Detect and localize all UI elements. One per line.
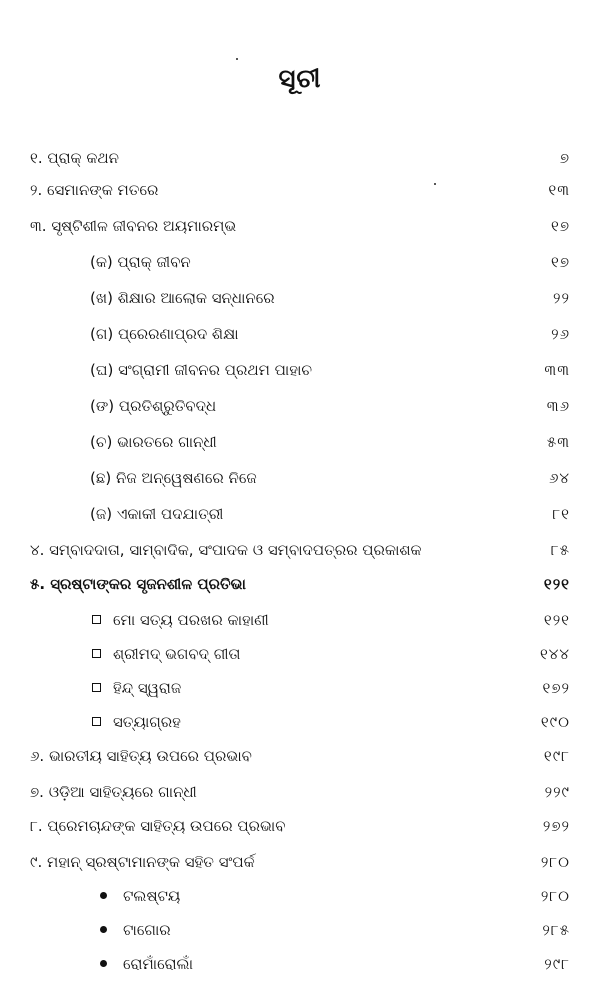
round-bullet-icon: [100, 960, 107, 967]
toc-entry-page: ୧୭: [551, 217, 570, 235]
toc-entry-label: ସତ୍ୟାଗ୍ରହ: [113, 713, 181, 731]
toc-entry-label: ୪. ସମ୍ବାଦଦାତା, ସାମ୍ବାଦିକ, ସଂପାଦକ ଓ ସମ୍ବାଦପତ୍ରର ପ୍ରକାଶକ: [30, 541, 422, 559]
toc-entry: [30, 532, 570, 568]
toc-entry-page: ୨୨: [553, 289, 570, 307]
toc-entry-page: ୨୯୮: [544, 955, 570, 973]
toc-entry-label: (ଚ) ଭାରତରେ ଗାନ୍ଧୀ: [90, 433, 217, 451]
toc-entry-label: ୬. ଭାରତୀୟ ସାହିତ୍ୟ ଉପରେ ପ୍ରଭାବ: [30, 747, 252, 765]
toc-entry: [30, 172, 570, 208]
toc-entry-label: ୨. ସେମାନଙ୍କ ମତରେ: [30, 181, 159, 199]
toc-entry-page: ୧୨୧: [543, 611, 570, 629]
toc-entry: [30, 738, 570, 774]
toc-entry-label: ହିନ୍ଦ୍ ସ୍ୱରାଜ: [113, 679, 182, 697]
toc-entry-page: ୬୪: [548, 469, 570, 487]
toc-entry-page: ୫୩: [546, 433, 570, 451]
toc-entry-label: ୧. ପ୍ରାକ୍ କଥନ: [30, 149, 119, 167]
toc-entry-page: ୧୯୮: [543, 747, 570, 765]
toc-subentry: [100, 946, 570, 982]
toc-subentry: [90, 352, 570, 388]
toc-entry-label: ମୋ ସତ୍ୟ ପରଖର କାହାଣୀ: [113, 611, 269, 629]
toc-subentry: [90, 460, 570, 496]
toc-entry: [30, 208, 570, 244]
toc-entry-page: ୧୪୪: [539, 645, 570, 663]
toc-entry-label: ୭. ଓଡ଼ିଆ ସାହିତ୍ୟରେ ଗାନ୍ଧୀ: [30, 783, 197, 801]
toc-subentry: [90, 424, 570, 460]
toc-entry-page: ୩୩: [544, 361, 570, 379]
square-bullet-icon: [92, 717, 101, 726]
toc-entry-page: ୧୨୧: [543, 575, 570, 593]
toc-subentry: [100, 912, 570, 948]
toc-subentry: [92, 602, 570, 638]
square-bullet-icon: [92, 683, 101, 692]
toc-entry-page: ୨୬: [551, 325, 570, 343]
toc-entry-label: ୯. ମହାନ୍ ସ୍ରଷ୍ଟାମାନଙ୍କ ସହିତ ସଂପର୍କ: [30, 853, 255, 871]
toc-subentry: [100, 878, 570, 914]
toc-entry-page: ୨୮୫: [542, 921, 570, 939]
toc-subentry: [90, 280, 570, 316]
toc-entry: [30, 808, 570, 844]
toc-entry-label: (ଛ) ନିଜ ଅନ୍ୱେଷଣରେ ନିଜେ: [90, 469, 257, 487]
toc-entry-page: ୮୫: [550, 541, 570, 559]
toc-entry: [30, 774, 570, 810]
toc-entry-label: (କ) ପ୍ରାକ୍ ଜୀବନ: [90, 253, 191, 271]
toc-entry-label: ଟାଗୋର: [123, 921, 171, 939]
toc-subentry: [92, 704, 570, 740]
square-bullet-icon: [92, 615, 101, 624]
toc-entry-label: (ଖ) ଶିକ୍ଷାର ଆଲୋକ ସନ୍ଧାନରେ: [90, 289, 275, 307]
toc-entry-page: ୮୧: [552, 505, 570, 523]
toc-entry-label: ଶ୍ରୀମଦ୍ ଭଗବଦ୍ ଗୀତା: [113, 645, 241, 663]
toc-subentry: [90, 496, 570, 532]
toc-entry-page: ୨୮୦: [540, 853, 570, 871]
toc-entry-label: (ଘ) ସଂଗ୍ରାମୀ ଜୀବନର ପ୍ରଥମ ପାହାଚ: [90, 361, 313, 379]
toc-subentry: [92, 670, 570, 706]
toc-entry-label: ୫. ସ୍ରଷ୍ଟାଙ୍କର ସୃଜନଶୀଳ ପ୍ରତିଭା: [30, 575, 246, 593]
toc-entry-page: ୨୮୦: [540, 887, 570, 905]
toc-entry: [30, 844, 570, 880]
toc-entry-page: ୭: [559, 149, 570, 167]
toc-entry-page: ୧୯୦: [540, 713, 570, 731]
square-bullet-icon: [92, 649, 101, 658]
toc-entry-page: ୨୭୨: [542, 817, 570, 835]
page-title: ସୂଚୀ: [278, 64, 322, 94]
toc-subentry: [90, 316, 570, 352]
toc-entry-label: ୩. ସୃଷ୍ଟିଶୀଳ ଜୀବନର ଅୟମାରମ୍ଭ: [30, 217, 237, 235]
toc-entry-page: ୧୭୨: [542, 679, 570, 697]
toc-entry-label: ଟଲଷ୍ଟୟ: [123, 887, 181, 905]
toc-entry-page: ୧୭: [551, 253, 570, 271]
scan-speck: [236, 58, 238, 60]
toc-entry-label: (ଗ) ପ୍ରେରଣାପ୍ରଦ ଶିକ୍ଷା: [90, 325, 239, 343]
toc-entry-page: ୩୬: [546, 397, 570, 415]
toc-entry-label: (ଜ) ଏକାକୀ ପଦଯାତ୍ରୀ: [90, 505, 224, 523]
toc-subentry: [92, 636, 570, 672]
toc-entry: [30, 566, 570, 602]
toc-entry-label: ୮. ପ୍ରେମଚାନ୍ଦଙ୍କ ସାହିତ୍ୟ ଉପରେ ପ୍ରଭାବ: [30, 817, 286, 835]
toc-subentry: [90, 388, 570, 424]
toc-subentry: [90, 244, 570, 280]
toc-entry: [30, 140, 570, 176]
toc-entry-label: ରୋମାଁରୋଲାଁ: [123, 955, 193, 973]
toc-entry-page: ୧୩: [548, 181, 570, 199]
round-bullet-icon: [100, 926, 107, 933]
toc-entry-label: (ଙ) ପ୍ରତିଶ୍ରୁତିବଦ୍ଧ: [90, 397, 217, 415]
round-bullet-icon: [100, 892, 107, 899]
toc-entry-page: ୨୨୯: [544, 783, 570, 801]
